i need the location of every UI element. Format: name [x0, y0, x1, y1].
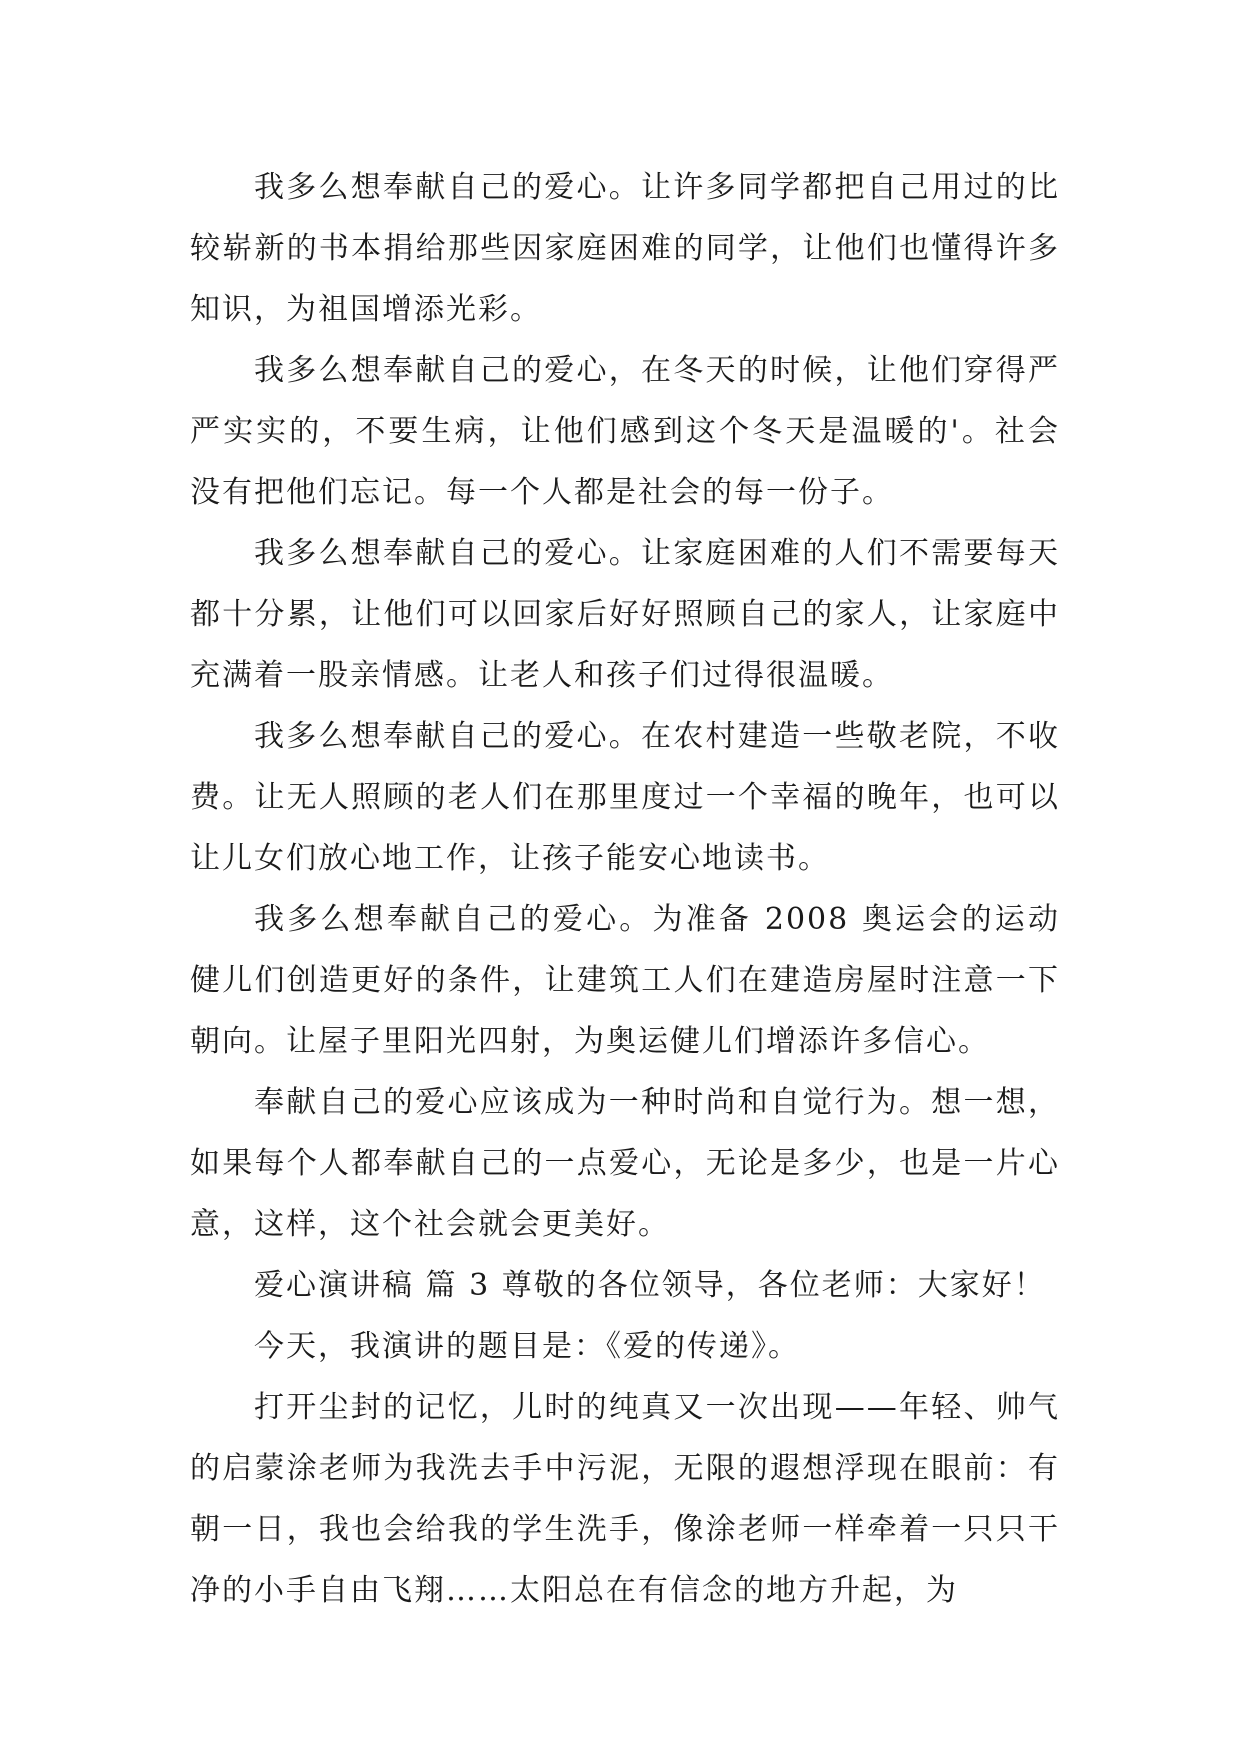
paragraph: 奉献自己的爱心应该成为一种时尚和自觉行为。想一想，如果每个人都奉献自己的一点爱心，无论是多少，也是一片心意，这样，这个社会就会更美好。	[190, 1085, 1060, 1242]
paragraph: 我多么想奉献自己的爱心。在农村建造一些敬老院，不收费。让无人照顾的老人们在那里度过一个幸福的晚年，也可以让儿女们放心地工作，让孩子能安心地读书。	[190, 719, 1060, 876]
section-heading-paragraph: 爱心演讲稿 篇 3 尊敬的各位领导，各位老师：大家好！	[254, 1268, 1046, 1303]
paragraph: 我多么想奉献自己的爱心。让家庭困难的人们不需要每天都十分累，让他们可以回家后好好照顾自己的家人，让家庭中充满着一股亲情感。让老人和孩子们过得很温暖。	[190, 536, 1060, 693]
paragraph: 我多么想奉献自己的爱心，在冬天的时候，让他们穿得严严实实的，不要生病，让他们感到这个冬天是温暖的'。社会没有把他们忘记。每一个人都是社会的每一份子。	[190, 353, 1060, 510]
paragraph: 我多么想奉献自己的爱心。为准备 2008 奥运会的运动健儿们创造更好的条件，让建筑工人们在建造房屋时注意一下朝向。让屋子里阳光四射，为奥运健儿们增添许多信心。	[190, 902, 1060, 1059]
document-body	[190, 157, 1060, 1621]
paragraph: 今天，我演讲的题目是：《爱的传递》。	[254, 1329, 800, 1364]
paragraph: 我多么想奉献自己的爱心。让许多同学都把自己用过的比较崭新的书本捐给那些因家庭困难的同学，让他们也懂得许多知识，为祖国增添光彩。	[190, 170, 1060, 327]
paragraph: 打开尘封的记忆，儿时的纯真又一次出现——年轻、帅气的启蒙涂老师为我洗去手中污泥，无限的遐想浮现在眼前：有朝一日，我也会给我的学生洗手，像涂老师一样牵着一只只干净的小手自由飞翔……太阳总在有信念的地方升起，为	[190, 1390, 1060, 1608]
